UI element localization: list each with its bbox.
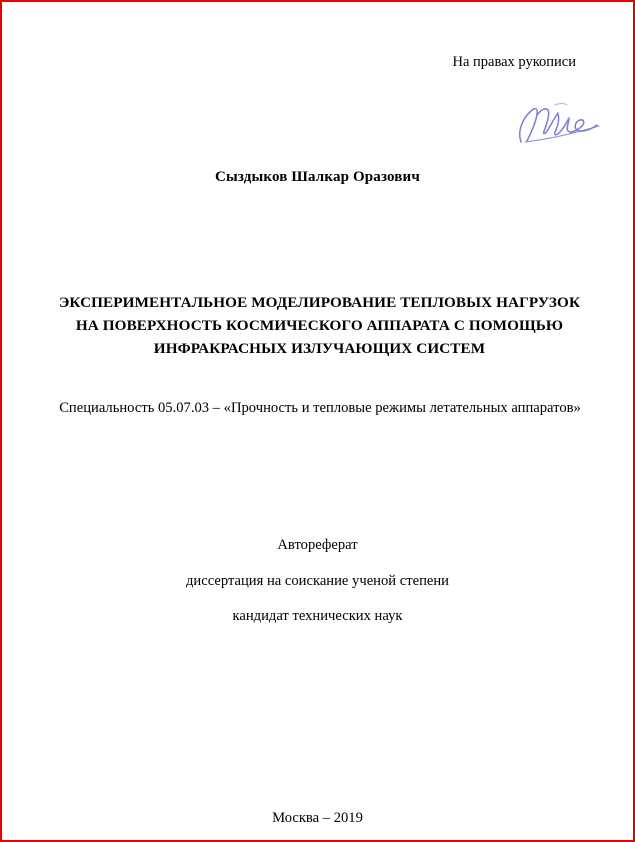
specialty-statement xyxy=(42,397,598,420)
abstract-degree-name: кандидат технических наук xyxy=(232,608,403,624)
document-title xyxy=(52,291,587,360)
title-line-3: ПОМОЩЬЮ ИНФРАКРАСНЫХ ИЗЛУЧАЮЩИХ СИСТЕМ xyxy=(153,317,564,358)
abstract-degree-line: диссертация на соискание ученой степени xyxy=(186,572,449,589)
manuscript-note: На правах рукописи xyxy=(452,54,576,70)
specialty-line-1: Специальность 05.07.03 – «Прочность и тепловые режимы летательных xyxy=(59,400,508,416)
author-name: Сыздыков Шалкар Оразович xyxy=(215,169,420,185)
handwritten-signature-icon xyxy=(511,98,603,150)
abstract-heading: Автореферат xyxy=(277,537,358,553)
title-line-1: ЭКСПЕРИМЕНТАЛЬНОЕ МОДЕЛИРОВАНИЕ ТЕПЛОВЫХ xyxy=(58,294,493,311)
specialty-line-2: аппаратов» xyxy=(511,400,581,416)
place-and-year: Москва – 2019 xyxy=(272,810,363,826)
title-line-2: НАГРУЗОК НА ПОВЕРХНОСТЬ КОСМИЧЕСКОГО АППАРАТА С xyxy=(75,294,581,335)
abstract-block xyxy=(2,537,633,626)
